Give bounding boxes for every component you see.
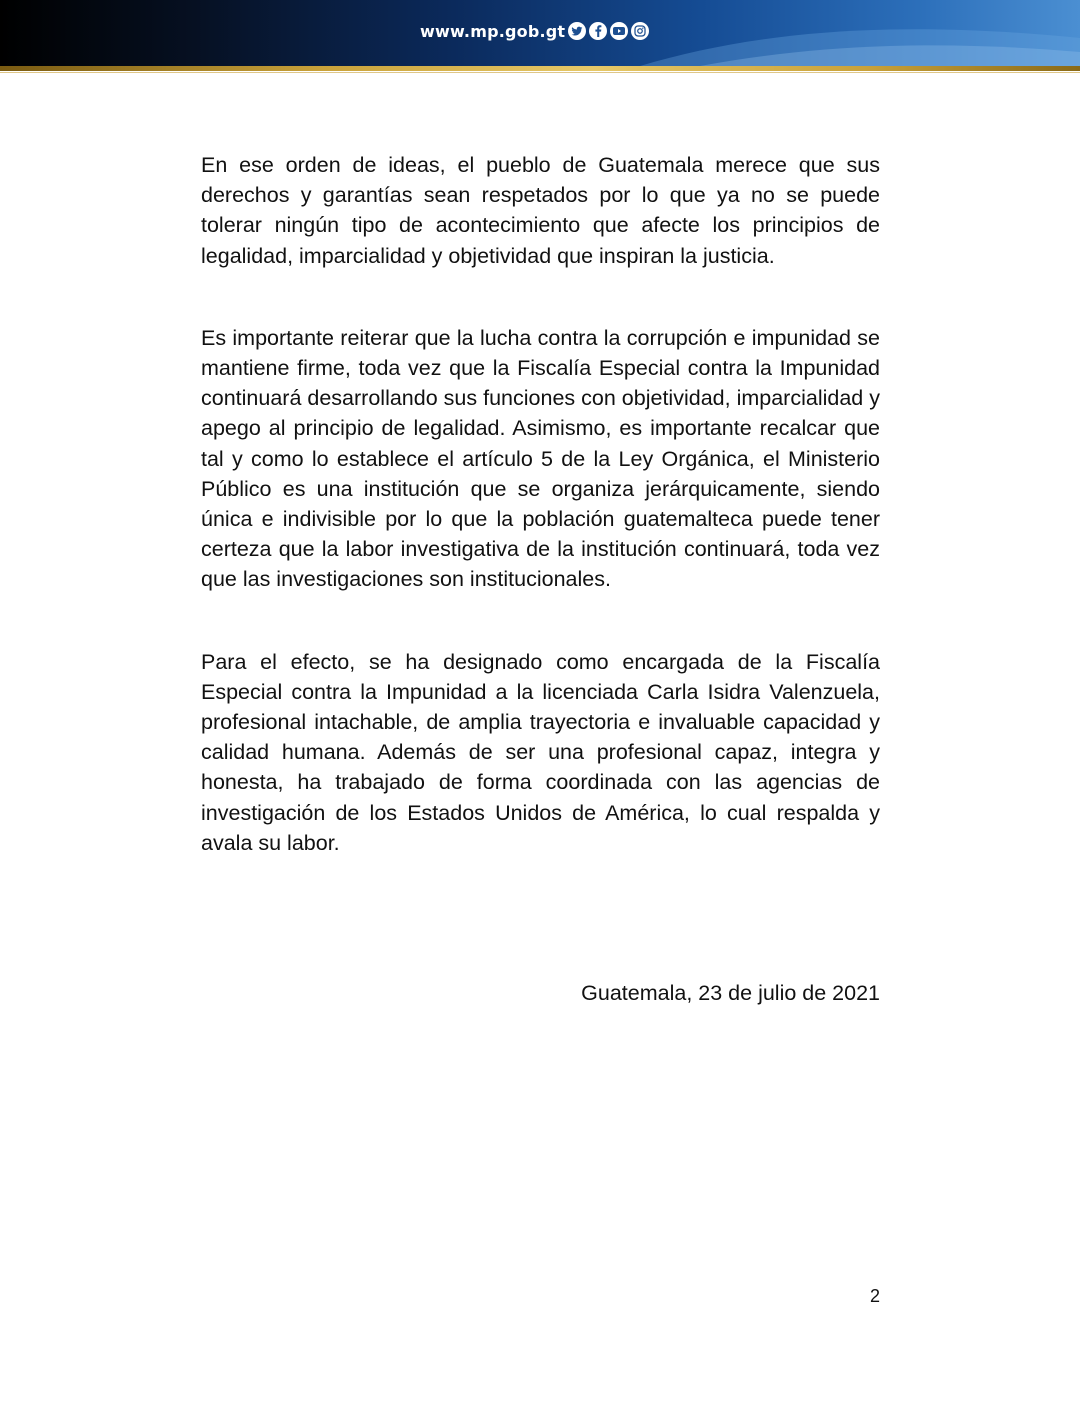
document-body xyxy=(201,150,880,858)
page-header xyxy=(0,0,1080,66)
site-url[interactable]: www.mp.gob.gt xyxy=(420,22,566,41)
instagram-icon[interactable] xyxy=(631,22,649,40)
paragraph: Para el efecto, se ha designado como encargada de la Fiscalía Especial contra la Impunidad a la licenciada Carla Isidra Valenzuela, profesional intachable, de amplia trayectoria e invaluable capacidad y calidad humana. Además de ser una profesional capaz, integra y honesta, ha trabajado de forma coordinada con las agencias de investigación de los Estados Unidos de América, lo cual respalda y avala su labor. xyxy=(201,649,880,855)
youtube-icon[interactable] xyxy=(610,22,628,40)
date-line: Guatemala, 23 de julio de 2021 xyxy=(581,981,880,1005)
header-gold-rule-thin xyxy=(0,72,1080,73)
twitter-icon[interactable] xyxy=(568,22,586,40)
paragraph: Es importante reiterar que la lucha contra la corrupción e impunidad se mantiene firme, toda vez que la Fiscalía Especial contra la Impunidad continuará desarrollando sus funciones con objetividad, imparcialidad y apego al principio de legalidad. Asimismo, es importante recalcar que tal y como lo establece el artículo 5 de la Ley Orgánica, el Ministerio Público es una institución que se organiza jerárquicamente, siendo única e indivisible por lo que la población guatemalteca puede tener certeza que la labor investigativa de la institución continuará, toda vez que las investigaciones son institucionales. xyxy=(201,325,880,592)
paragraph: En ese orden de ideas, el pueblo de Guatemala merece que sus derechos y garantías sean respetados por lo que ya no se puede tolerar ningún tipo de acontecimiento que afecte los principios de legalidad, imparcialidad y objetividad que inspiran la justicia. xyxy=(201,153,880,268)
page-number: 2 xyxy=(869,1286,880,1306)
social-icons xyxy=(568,22,649,42)
facebook-icon[interactable] xyxy=(589,22,607,40)
header-gold-rule xyxy=(0,66,1080,71)
